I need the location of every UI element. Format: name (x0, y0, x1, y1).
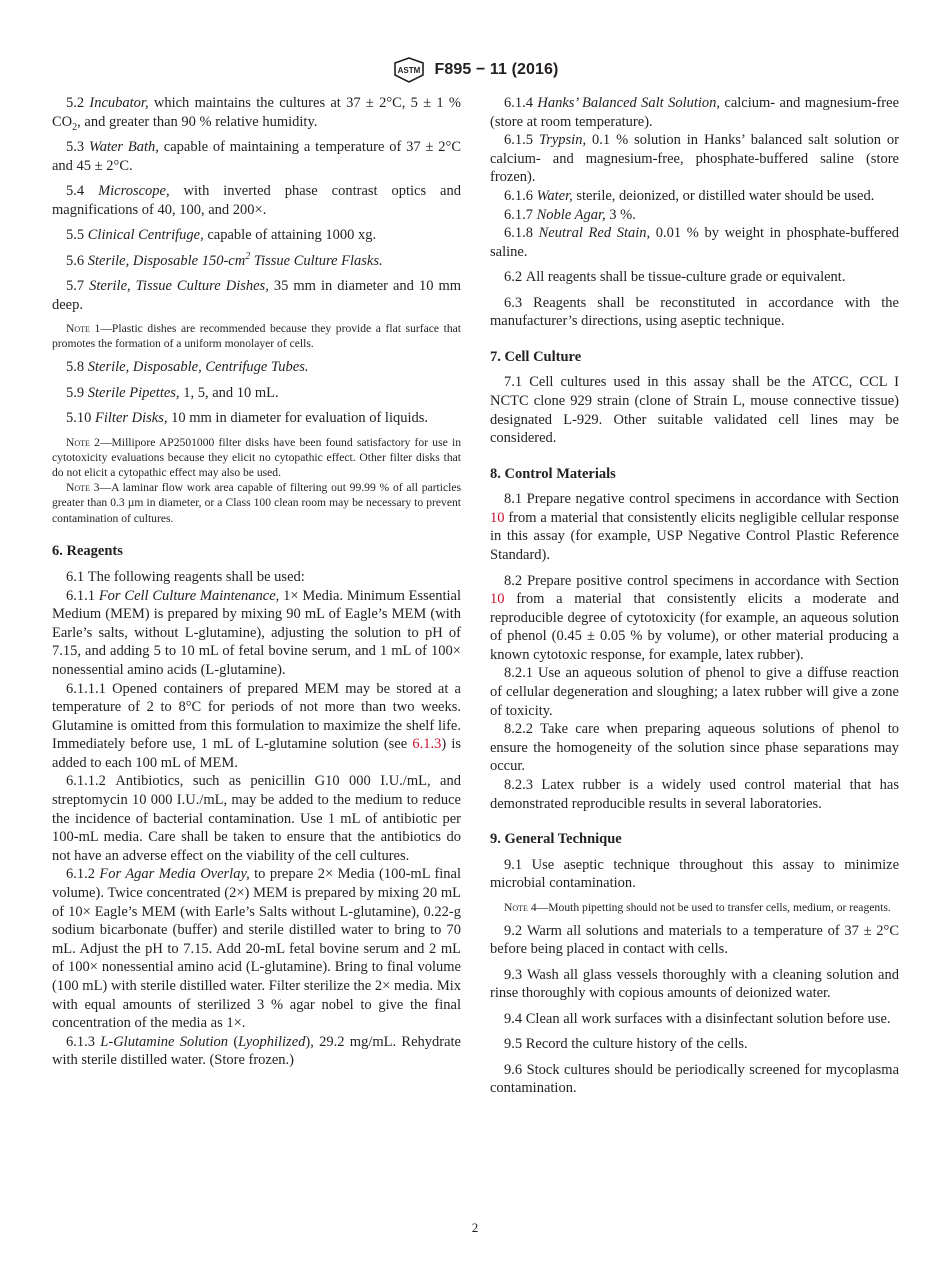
section-8-2-3: 8.2.3 Latex rubber is a widely used control material that has demonstrated reproducible results in several laboratories. (490, 777, 899, 812)
section-5-5: 5.5 Clinical Centrifuge, capable of attaining 1000 xg. (66, 227, 377, 244)
note-4: Note 4—Mouth pipetting should not be used to transfer cells, medium, or reagents. (504, 900, 891, 914)
page-header (0, 56, 950, 84)
section-6-1-1: 6.1.1 For Cell Culture Maintenance, 1× Media. Minimum Essential Medium (MEM) is prepared by mixing 90 mL of Eagle’s MEM (with Earle’s salts, without L-glutamine), adjusting the solution to pH of 7.15, and adding 5 to 10 mL of fetal bovine serum, and 1 mL of 100× nonessential amino acids (L-glutamine). (52, 587, 462, 678)
ref-section-10-link[interactable]: 10 (490, 591, 505, 608)
section-5-7: 5.7 Sterile, Tissue Culture Dishes, 35 mm in diameter and 10 mm deep. (52, 278, 462, 313)
section-6-2: 6.2 All reagents shall be tissue-culture grade or equivalent. (504, 269, 846, 286)
section-6-1-3: 6.1.3 L-Glutamine Solution (Lyophilized), 29.2 mg/mL. Rehydrate with sterile distilled water. (Store frozen.) (52, 1033, 461, 1069)
section-5-10: 5.10 Filter Disks, 10 mm in diameter for evaluation of liquids. (66, 410, 429, 427)
section-9-1: 9.1 Use aseptic technique throughout this assay to minimize microbial contamination. (490, 856, 900, 892)
section-6-1-1-2: 6.1.1.2 Antibiotics, such as penicillin G10 000 I.U./mL, and streptomycin 10 000 I.U./mL, may be added to the medium to reduce the incidence of bacterial contamination. Use 1 mL of antibiotic per 100-mL media. Care shall be taken to ensure that the antibiotics do not have an adverse effect on the viability of the cell cultures. (52, 773, 461, 864)
ref-section-10-link[interactable]: 10 (490, 509, 505, 526)
section-6-1-2: 6.1.2 For Agar Media Overlay, to prepare 2× Media (100-mL final volume). Twice concentrated (2×) MEM is prepared by mixing 20 mL of 10× Eagle’s MEM (with Earle’s Salts without L-glutamine), 0.22-g sodium bicarbonate (buffer) and sterile distilled water to bring to 70 mL. Adjust the pH to 7.15. Add 20-mL fetal bovine serum and 2 mL of 100× nonessential amino acid (L-glutamine). Bring to final volume (100 mL) with sterile distilled water. Filter sterilize the 2× media. Mix with equal amounts of sterilized 3 % agar nobel to give the final concentration of the media as 1×. (52, 866, 462, 1032)
note-3: Note 3—A laminar flow work area capable of filtering out 99.99 % of all particles greater than 0.3 µm in diameter, or a Class 100 clean room may be necessary to prevent contamination of cultures. (52, 481, 461, 525)
page-number: 2 (471, 1220, 479, 1235)
section-6-1-1-1: 6.1.1.1 Opened containers of prepared MEM may be stored at a temperature of 2 to 8°C for periods of not more than two weeks. Glutamine is omitted from this formulation to maximize the shelf life. Immediately before use, 1 mL of L-glutamine solution (see 6.1.3) is added to each 100 mL of MEM. (52, 680, 461, 771)
section-9-2: 9.2 Warm all solutions and materials to a temperature of 37 ± 2°C before being placed in contact with cells. (490, 922, 900, 958)
section-5-2: 5.2 Incubator, which maintains the cultures at 37 ± 2°C, 5 ± 1 % $CO_2$, and greater than 90 % relative humidity. (52, 95, 462, 133)
astm-logo-icon (392, 57, 426, 83)
section-9-5: 9.5 Record the culture history of the cells. (504, 1036, 748, 1053)
left-column (52, 94, 461, 1070)
section-7-1: 7.1 Cell cultures used in this assay shall be the ATCC, CCL I NCTC clone 929 strain (clone of Strain L, mouse connective tissue) designated L-929. Other suitable validated cell lines may be considered. (490, 374, 899, 447)
section-6-1-4: 6.1.4 Hanks’ Balanced Salt Solution, calcium- and magnesium-free (store at room temperature). (490, 95, 900, 130)
note-2: Note 2—Millipore AP2501000 filter disks have been found satisfactory for use in cytotoxicity evaluations because they elicit no cytopathic effect. Other filter disks that do not elicit a cytopathic effect may also be used. (52, 435, 461, 480)
section-5-9: 5.9 Sterile Pipettes, 1, 5, and 10 mL. (66, 384, 279, 401)
heading-7-cell-culture: 7. Cell Culture (490, 348, 582, 365)
section-9-3: 9.3 Wash all glass vessels thoroughly with a cleaning solution and rinse thoroughly with copious amounts of deionized water. (490, 966, 899, 1002)
note-1: Note 1—Plastic dishes are recommended because they provide a flat surface that promotes the formation of a uniform monolayer of cells. (52, 322, 461, 351)
section-5-8: 5.8 Sterile, Disposable, Centrifuge Tubes. (66, 359, 309, 376)
section-8-2-2: 8.2.2 Take care when preparing aqueous solutions of phenol to ensure the homogeneity of the solution since phase separations may occur. (490, 721, 899, 775)
section-6-1-7: 6.1.7 Noble Agar, 3 %. (504, 206, 636, 223)
section-5-3: 5.3 Water Bath, capable of maintaining a temperature of 37 ± 2°C and 45 ± 2°C. (52, 139, 462, 174)
document-designation: F895 − 11 (2016) (434, 61, 559, 78)
section-6-1-5: 6.1.5 Trypsin, 0.1 % solution in Hanks’ balanced salt solution or calcium- and magnesium-free, phosphate-buffered saline (store frozen). (490, 132, 899, 186)
ref-6-1-3-link[interactable]: 6.1.3 (412, 736, 442, 753)
logo-text: ASTM (397, 66, 420, 75)
section-8-1: 8.1 Prepare negative control specimens in accordance with Section 10 from a material that consistently elicits negligible cellular response in this assay (for example, USP Negative Control Plastic Reference Standard). (490, 491, 900, 564)
section-9-4: 9.4 Clean all work surfaces with a disinfectant solution before use. (504, 1010, 891, 1027)
heading-8-control-materials: 8. Control Materials (490, 465, 616, 482)
section-6-3: 6.3 Reagents shall be reconstituted in accordance with the manufacturer’s directions, using aseptic technique. (490, 294, 899, 330)
heading-9-general-technique: 9. General Technique (490, 831, 622, 848)
section-6-1-8: 6.1.8 Neutral Red Stain, 0.01 % by weight in phosphate-buffered saline. (490, 225, 900, 260)
section-8-2: 8.2 Prepare positive control specimens in accordance with Section 10 from a material that consistently elicits a moderate and reproducible degree of cytotoxicity (for example, an aqueous solution of phenol (0.45 ± 0.05 % by volume), or other material producing a known cytotoxic response, for example, latex rubber). (490, 572, 899, 663)
section-5-6: 5.6 Sterile, Disposable $150-cm^2$ Tissue Culture Flasks. (66, 250, 383, 269)
section-6-1-6: 6.1.6 Water, sterile, deionized, or distilled water should be used. (504, 187, 875, 204)
section-5-4: 5.4 Microscope, with inverted phase contrast optics and magnifications of 40, 100, and 200×. (52, 183, 461, 218)
section-6-1: 6.1 The following reagents shall be used: (66, 568, 305, 585)
section-8-2-1: 8.2.1 Use an aqueous solution of phenol to give a diffuse reaction of cellular degeneration and sloughing; a latex rubber will give a zone of toxicity. (490, 665, 899, 719)
section-9-6: 9.6 Stock cultures should be periodically screened for mycoplasma contamination. (490, 1061, 900, 1097)
heading-6-reagents: 6. Reagents (52, 543, 123, 560)
right-column (490, 94, 899, 1105)
